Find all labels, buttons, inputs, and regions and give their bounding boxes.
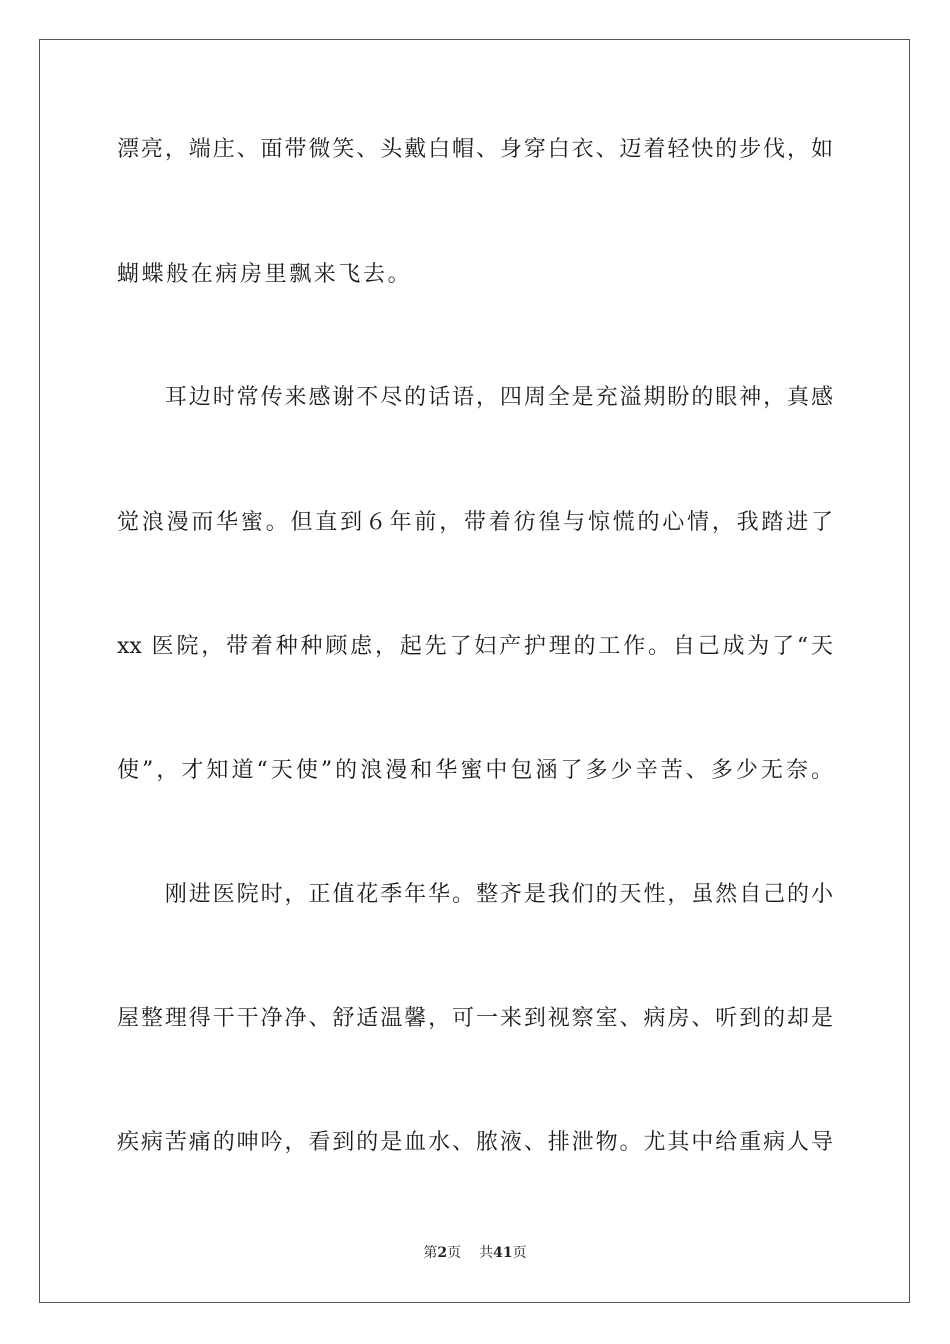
page-current: 2 xyxy=(437,1245,448,1261)
body-line-6: 使”，才知道“天使”的浪漫和华蜜中包涵了多少辛苦、多少无奈。 xyxy=(117,758,833,783)
page-border xyxy=(39,39,910,1303)
page-prefix: 第 xyxy=(423,1245,438,1261)
body-line-5: xx 医院，带着种种顾虑，起先了妇产护理的工作。自己成为了“天 xyxy=(117,634,833,659)
body-line-3: 耳边时常传来感谢不尽的话语，四周全是充溢期盼的眼神，真感 xyxy=(117,385,833,410)
total-prefix: 共 xyxy=(479,1245,494,1261)
body-line-4: 觉浪漫而华蜜。但直到６年前，带着彷徨与惊慌的心情，我踏进了 xyxy=(117,510,833,535)
body-line-1: 漂亮，端庄、面带微笑、头戴白帽、身穿白衣、迈着轻快的步伐，如 xyxy=(117,137,833,162)
body-line-7: 刚进医院时，正值花季年华。整齐是我们的天性，虽然自己的小 xyxy=(117,882,833,907)
page-footer xyxy=(0,1243,950,1263)
total-suffix: 页 xyxy=(512,1245,527,1261)
page-suffix: 页 xyxy=(447,1245,462,1261)
body-line-8: 屋整理得干干净净、舒适温馨，可一来到视察室、病房、听到的却是 xyxy=(117,1006,833,1031)
body-line-9: 疾病苦痛的呻吟，看到的是血水、脓液、排泄物。尤其中给重病人导 xyxy=(117,1130,833,1155)
page-total: 41 xyxy=(493,1245,513,1261)
body-line-2: 蝴蝶般在病房里飘来飞去。 xyxy=(117,262,413,287)
